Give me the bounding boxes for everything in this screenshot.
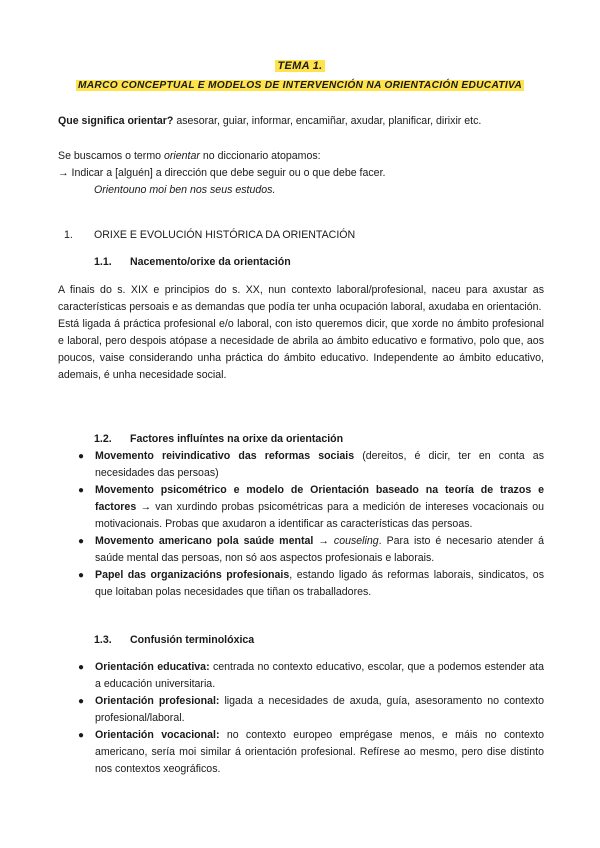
dictionary-block — [58, 148, 544, 199]
paragraph: Está ligada á práctica profesional e/o laboral, con isto queremos dicir, que xorde no ámbito profesional e laboral, pero despois atópase a necesidade de abrila ao ámbito educativo e formativo, polo que, aos poucos, vaise considerando unha práctica do ámbito educativo. Independente ao ámbito educativo, ademais, é unha necesidade social. — [58, 318, 544, 381]
subsection-1-1-body — [58, 282, 544, 384]
factors-list — [60, 448, 544, 601]
list-item: ● Orientación profesional: ligada a necesidades de axuda, guía, asesoramento no contexto profesional/laboral. — [78, 695, 544, 724]
subsection-heading-1-2: 1.2. Factores influíntes na orixe da orientación — [94, 433, 344, 445]
dictionary-intro: Se buscamos o termo orientar no diccionario atopamos: — [58, 150, 321, 162]
bullet-icon: ● — [78, 536, 85, 547]
bullet-icon: ● — [78, 696, 85, 707]
bullet-icon: ● — [78, 451, 85, 462]
document-title-main: MARCO CONCEPTUAL E MODELOS DE INTERVENCIÓN NA ORIENTACIÓN EDUCATIVA — [77, 80, 523, 91]
bullet-icon: ● — [78, 485, 85, 496]
list-item: ● Movemento reivindicativo das reformas sociais (dereitos, é dicir, ter en conta as necesidades das persoas) — [78, 450, 544, 479]
subsection-heading-1-1: 1.1. Nacemento/orixe da orientación — [94, 256, 291, 268]
paragraph: A finais do s. XIX e principios do s. XX, nun contexto laboral/profesional, naceu para axustar as características persoais e as demandas que podía ter unha ocupación laboral, axudaba en orientación. — [58, 284, 544, 313]
list-item: ● Papel das organizacións profesionais, estando ligado ás reformas laborais, sindicatos, os que loitaban polas necesidades que tiñan os traballadores. — [78, 569, 544, 598]
dictionary-example: Orientouno moi ben nos seus estudos. — [94, 184, 276, 196]
terminology-list — [60, 659, 544, 778]
list-item: ● Movemento americano pola saúde mental → couseling. Para isto é necesario atender á saúde mental das persoas, non só aos aspectos profesionais e laborais. — [78, 535, 544, 564]
question-paragraph: Que significa orientar? asesorar, guiar, informar, encamiñar, axudar, planificar, dirixir etc. — [58, 115, 482, 127]
bullet-icon: ● — [78, 662, 85, 673]
bullet-icon: ● — [78, 570, 85, 581]
subsection-heading-1-3: 1.3. Confusión terminolóxica — [94, 634, 255, 646]
list-item: ● Orientación educativa: centrada no contexto educativo, escolar, que a podemos estender ata a educación universitaria. — [78, 661, 544, 690]
bullet-icon: ● — [78, 730, 85, 741]
document-title-topic: TEMA 1. — [277, 60, 323, 72]
list-item: ● Orientación vocacional: no contexto europeo emprégase menos, e máis no contexto americano, sería moi similar á orientación profesional. Refírese ao mesmo, pero dise distinto nos contextos xeográficos. — [78, 729, 544, 775]
list-item: ● Movemento psicométrico e modelo de Orientación baseado na teoría de trazos e factores → van xurdindo probas psicométricas para a medición de intereses vocacionais ou motivacionais. Probas que axudaron a identificar as características das persoas. — [78, 484, 544, 530]
dictionary-definition: → Indicar a [alguén] a dirección que debe seguir ou o que debe facer. — [58, 167, 386, 179]
section-heading-1: 1. ORIXE E EVOLUCIÓN HISTÓRICA DA ORIENTACIÓN — [64, 229, 356, 241]
